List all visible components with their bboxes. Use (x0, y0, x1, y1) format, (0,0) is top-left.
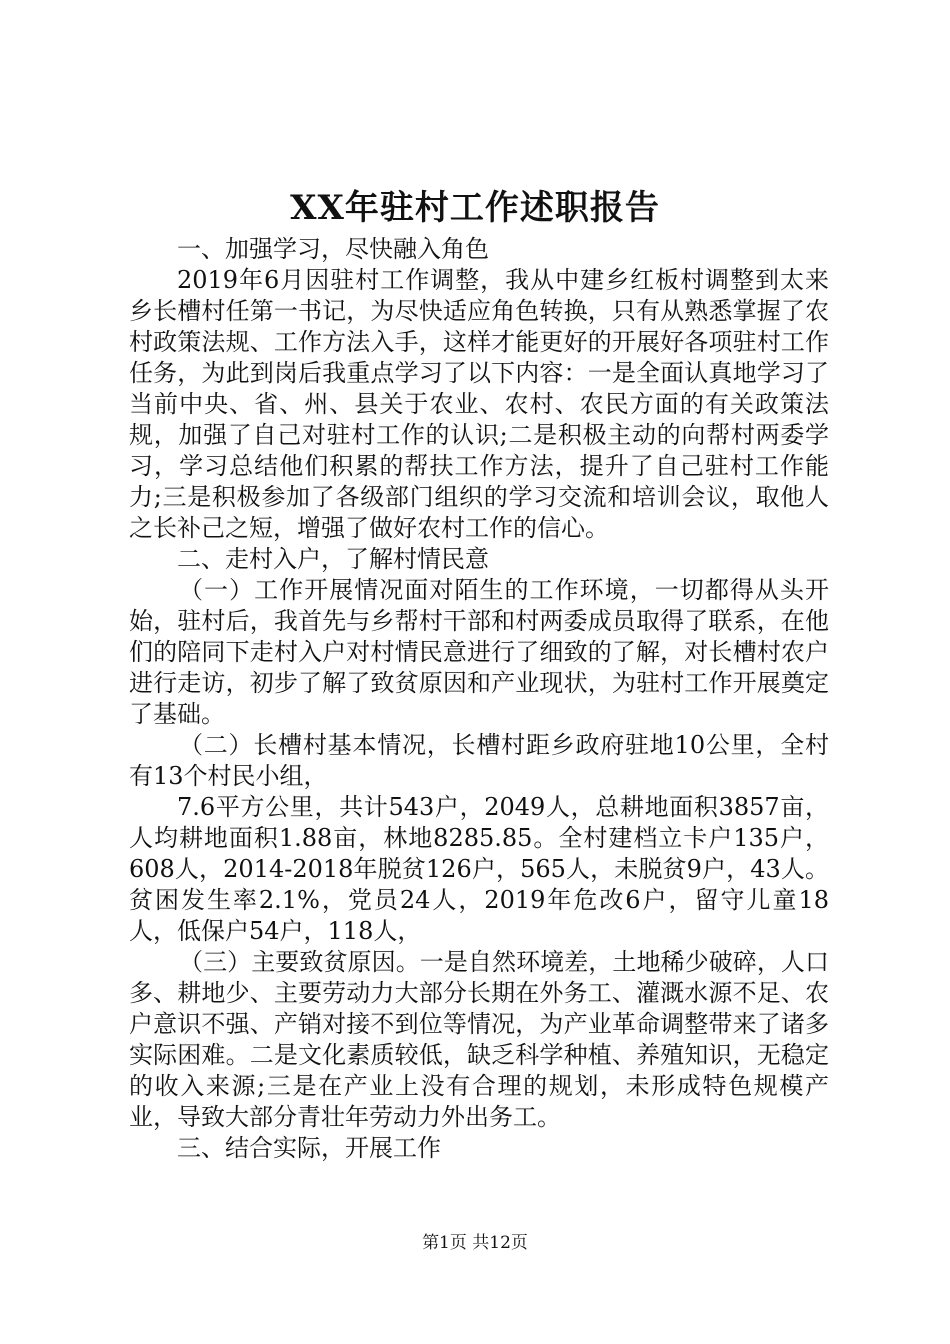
section-heading-3: 三、结合实际，开展工作 (177, 1134, 441, 1162)
paragraph-village-stats: 7.6平方公里，共计543户，2049人，总耕地面积3857亩，人均耕地面积1.88亩，林地8285.85。全村建档立卡户135户，608人，2014-2018年脱贫126户，565人，未脱贫9户，43人。贫困发生率2.1%，党员24人，2019年危改6户，留守儿童18人，低保户54户，118人， (129, 793, 829, 945)
document-body (129, 234, 829, 1164)
paragraph-poverty-causes: （三）主要致贫原因。一是自然环境差，土地稀少破碎，人口多、耕地少、主要劳动力大部分长期在外务工、灌溉水源不足、农户意识不强、产销对接不到位等情况，为产业革命调整带来了诸多实际困难。二是文化素质较低，缺乏科学种植、养殖知识，无稳定的收入来源;三是在产业上没有合理的规划，未形成特色规模产业，导致大部分青壮年劳动力外出务工。 (129, 948, 829, 1131)
section-heading-1: 一、加强学习，尽快融入角色 (177, 235, 489, 263)
paragraph-village-basics: （二）长槽村基本情况，长槽村距乡政府驻地10公里，全村有13个村民小组， (129, 731, 829, 790)
document-title: XX年驻村工作述职报告 (290, 188, 660, 228)
page-footer: 第1页 共12页 (422, 1233, 528, 1253)
paragraph-study: 2019年6月因驻村工作调整，我从中建乡红板村调整到太来乡长槽村任第一书记，为尽快适应角色转换，只有从熟悉掌握了农村政策法规、工作方法入手，这样才能更好的开展好各项驻村工作任务，为此到岗后我重点学习了以下内容：一是全面认真地学习了当前中央、省、州、县关于农业、农村、农民方面的有关政策法规，加强了自己对驻村工作的认识;二是积极主动的向帮村两委学习，学习总结他们积累的帮扶工作方法，提升了自己驻村工作能力;三是积极参加了各级部门组织的学习交流和培训会议，取他人之长补己之短，增强了做好农村工作的信心。 (129, 266, 829, 542)
section-heading-2: 二、走村入户，了解村情民意 (177, 545, 489, 573)
paragraph-work-status: （一）工作开展情况面对陌生的工作环境，一切都得从头开始，驻村后，我首先与乡帮村干部和村两委成员取得了联系，在他们的陪同下走村入户对村情民意进行了细致的了解，对长槽村农户进行走访，初步了解了致贫原因和产业现状，为驻村工作开展奠定了基础。 (129, 576, 829, 728)
